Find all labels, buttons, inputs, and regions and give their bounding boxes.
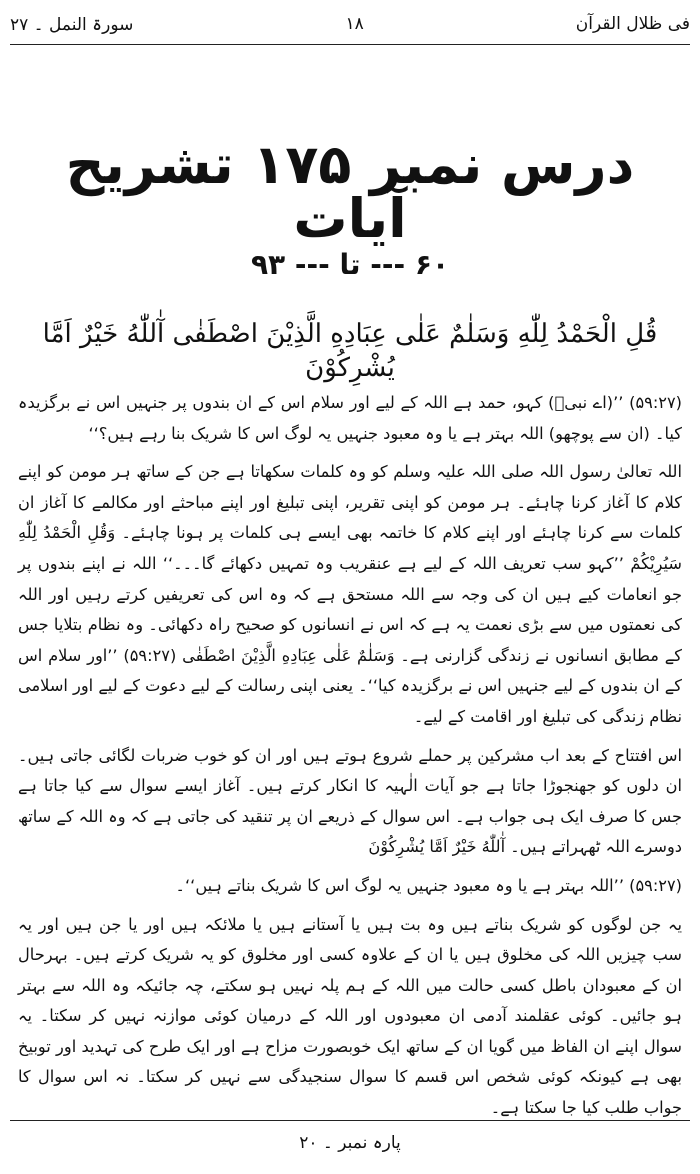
book-title: فی ظلال القرآن [575,14,690,34]
footer-divider [10,1120,690,1121]
commentary-body [18,388,682,1118]
page-number: ۱۸ [345,14,364,34]
para-number: پارہ نمبر ۔ ۲۰ [299,1133,401,1153]
page-header [10,6,690,42]
lesson-title: درس نمبر ۱۷۵ تشریح آیات [65,133,635,250]
verse-range: ۶۰ --- تا --- ۹۳ [250,248,450,281]
surah-label: سورۃ النمل ۔ ۲۷ [10,14,134,35]
paragraph: (۵۹:۲۷) ’’(اے نبیؐ) کہو، حمد ہے اللہ کے لیے اور سلام اس کے ان بندوں پر جنہیں اس نے برگزیدہ کیا۔ (ان سے پوچھو) اللہ بہتر ہے یا وہ معبود جنہیں یہ لوگ اس کا شریک بنا رہے ہیں؟‘‘ [18,393,682,443]
quranic-verse: قُلِ الْحَمْدُ لِلّٰهِ وَسَلٰمٌ عَلٰى عِبَادِهِ الَّذِيْنَ اصْطَفٰى آٰللّٰهُ خَيْرٌ اَمَّا يُشْرِكُوْنَ [42,319,658,383]
paragraph: اس افتتاح کے بعد اب مشرکین پر حملے شروع ہوتے ہیں اور ان کو خوب ضربات لگائی جاتی ہیں۔ ان دلوں کو جھنجوڑا جاتا ہے جو آیات الٰہیہ کا انکار کرتے ہیں۔ آغاز ایسے سوال سے کیا جاتا ہے جس کا صرف ایک ہی جواب ہے۔ اس سوال کے ذریعے ان پر تنقید کی جاتی ہے کہ وہ اللہ کے ساتھ دوسرے اللہ ٹھہراتے ہیں۔ آٰللّٰهُ خَيْرٌ اَمَّا يُشْرِكُوْنَ [18,745,682,857]
paragraph: (۵۹:۲۷) ’’اللہ بہتر ہے یا وہ معبود جنہیں یہ لوگ اس کا شریک بناتے ہیں‘‘۔ [175,875,682,895]
paragraph: یہ جن لوگوں کو شریک بناتے ہیں وہ بت ہیں یا آستانے ہیں یا ملائکہ ہیں اور یا جن ہیں اور یہ سب چیزیں اللہ کی مخلوق ہیں یا ان کے علاوہ کسی اور مخلوق کو یہ شریک کرتے ہیں۔ بہرحال ان کے معبودان باطل کسی حالت میں اللہ کے ہم پلہ نہیں ہو سکتے، چہ جائیکہ وہ اللہ سے بہتر ہو جائیں۔ کوئی عقلمند آدمی ان معبودوں اور اللہ کے درمیان کوئی موازنہ نہیں کر سکتا۔ یہ سوال اپنے ان الفاظ میں گویا ان کے ساتھ ایک خوبصورت مزاح ہے اور ایک طرح کی تہدید اور توبیخ بھی ہے کیونکہ کوئی شخص اس قسم کا سوال سنجیدگی سے نہیں کر سکتا۔ نہ اس سوال کا جواب طلب کیا جا سکتا ہے۔ [18,914,682,1118]
paragraph: اللہ تعالیٰ رسول اللہ صلی اللہ علیہ وسلم کو وہ کلمات سکھاتا ہے جن کے ساتھ ہر مومن کو اپنے کلام کا آغاز کرنا چاہئے۔ ہر مومن کو اپنی تقریر، اپنی تبلیغ اور اپنے مباحثے اور مکالمے کا آغاز ان کلمات سے کرنا چاہئے اور اپنے کلام کا خاتمہ بھی ایسے ہی کلمات پر ہونا چاہئے۔ وَقُلِ الْحَمْدُ لِلّٰهِ سَيُرِيْكُمْ ’’کہو سب تعریف اللہ کے لیے ہے عنقریب وہ تمہیں دکھائے گا۔۔۔‘‘ اللہ نے اپنے بندوں پر جو انعامات کیے ہیں ان کی وجہ سے اللہ مستحق ہے کہ وہ اس کی تعریفیں کرتے رہیں اور اللہ کی نعمتوں میں سے بڑی نعمت یہ ہے کہ اس نے انسانوں کو صحیح راہ دکھائی۔ وہ نظام بتلایا جس کے مطابق انسانوں نے زندگی گزارنی ہے۔ وَسَلٰمٌ عَلٰى عِبَادِهِ الَّذِيْنَ اصْطَفٰى (۵۹:۲۷) ’’اور سلام اس کے ان بندوں کے لیے جنہیں اس نے برگزیدہ کیا‘‘۔ یعنی اپنی رسالت کے لیے دعوت کے لیے اور اسلامی نظام زندگی کی تبلیغ اور اقامت کے لیے۔ [18,462,682,726]
header-divider [10,44,690,45]
